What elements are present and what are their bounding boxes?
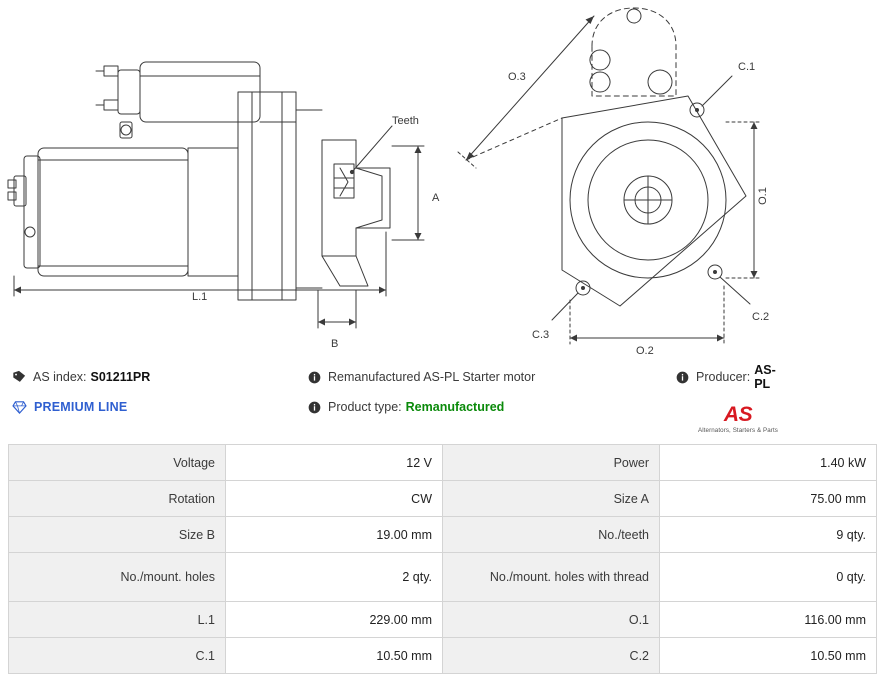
spec-key: Size B <box>9 517 226 553</box>
product-info-block <box>0 362 800 422</box>
info-row-2 <box>12 392 788 422</box>
as-index <box>12 370 308 384</box>
spec-value: 10.50 mm <box>660 638 877 674</box>
spec-key: L.1 <box>9 602 226 638</box>
tag-icon <box>12 370 26 384</box>
logo-brand-text: AS <box>723 403 753 426</box>
label-l1: L.1 <box>192 291 208 303</box>
spec-value: 116.00 mm <box>660 602 877 638</box>
diamond-icon <box>12 401 27 414</box>
technical-drawings <box>0 0 800 362</box>
specifications-table <box>8 444 877 674</box>
spec-value: 2 qty. <box>226 553 443 602</box>
spec-key: C.2 <box>443 638 660 674</box>
spec-key: O.1 <box>443 602 660 638</box>
label-b: B <box>331 338 339 350</box>
product-description <box>308 370 676 384</box>
table-row <box>9 445 877 481</box>
product-type-value: Remanufactured <box>405 400 505 414</box>
spec-value: CW <box>226 481 443 517</box>
label-o2: O.2 <box>636 345 654 357</box>
spec-key: Power <box>443 445 660 481</box>
spec-value: 9 qty. <box>660 517 877 553</box>
spec-key: No./mount. holes <box>9 553 226 602</box>
table-row <box>9 638 877 674</box>
table-row <box>9 517 877 553</box>
spec-value: 75.00 mm <box>660 481 877 517</box>
as-pl-logo <box>690 404 786 434</box>
label-a: A <box>432 192 440 204</box>
premium-line-badge <box>12 400 308 414</box>
label-o3: O.3 <box>508 71 526 83</box>
label-c3: C.3 <box>532 329 550 341</box>
product-description-text: Remanufactured AS-PL Starter motor <box>328 370 536 384</box>
label-o1: O.1 <box>757 187 769 205</box>
spec-key: Voltage <box>9 445 226 481</box>
table-row <box>9 602 877 638</box>
info-icon <box>308 371 321 384</box>
table-row <box>9 553 877 602</box>
spec-key: No./teeth <box>443 517 660 553</box>
label-c2: C.2 <box>752 311 770 323</box>
producer <box>676 363 788 391</box>
info-row-1 <box>12 362 788 392</box>
spec-value: 1.40 kW <box>660 445 877 481</box>
producer-label: Producer: <box>696 370 751 384</box>
spec-key: No./mount. holes with thread <box>443 553 660 602</box>
info-icon <box>308 401 321 414</box>
spec-value: 229.00 mm <box>226 602 443 638</box>
as-index-label: AS index: <box>33 370 87 384</box>
product-type <box>308 400 676 414</box>
drawing-svg <box>0 0 800 362</box>
spec-value: 0 qty. <box>660 553 877 602</box>
table-row <box>9 481 877 517</box>
logo-tagline: Alternators, Starters & Parts <box>698 427 778 434</box>
spec-key: C.1 <box>9 638 226 674</box>
spec-value: 10.50 mm <box>226 638 443 674</box>
as-index-value: S01211PR <box>90 370 151 384</box>
premium-line-label: PREMIUM LINE <box>34 400 128 414</box>
label-teeth: Teeth <box>392 115 419 127</box>
label-c1: C.1 <box>738 61 756 73</box>
product-type-label: Product type: <box>328 400 402 414</box>
spec-key: Rotation <box>9 481 226 517</box>
info-icon <box>676 371 689 384</box>
producer-value: AS-PL <box>754 363 776 391</box>
spec-value: 19.00 mm <box>226 517 443 553</box>
spec-key: Size A <box>443 481 660 517</box>
spec-value: 12 V <box>226 445 443 481</box>
